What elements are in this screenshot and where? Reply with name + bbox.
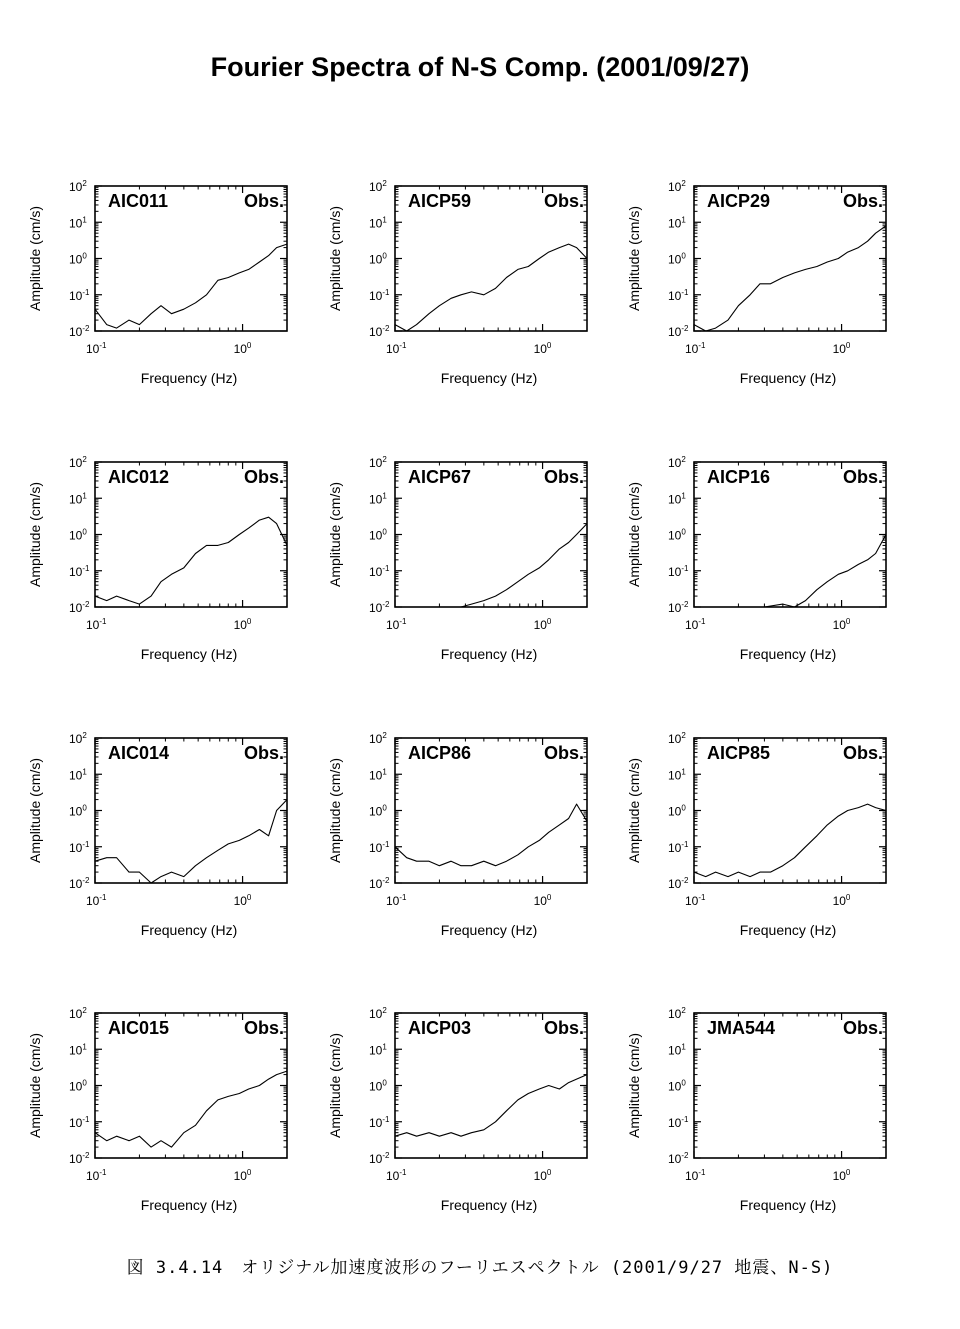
x-axis-label: Frequency (Hz) bbox=[140, 1197, 238, 1213]
y-axis-label: Amplitude (cm/s) bbox=[327, 1032, 343, 1139]
obs-label: Obs. bbox=[543, 743, 584, 763]
y-axis-label: Amplitude (cm/s) bbox=[27, 481, 43, 588]
y-tick-label: $10^{-2}$ bbox=[668, 324, 689, 339]
spectrum-line-aic014 bbox=[95, 800, 287, 883]
x-tick-label: $10^0$ bbox=[832, 893, 851, 908]
y-axis-label: Amplitude (cm/s) bbox=[626, 481, 642, 588]
y-tick-label: $10^2$ bbox=[668, 1006, 686, 1021]
spectrum-panel-aic015 bbox=[27, 1006, 287, 1213]
y-tick-label: $10^2$ bbox=[69, 1006, 87, 1021]
spectrum-line-aicp85 bbox=[694, 804, 886, 877]
x-tick-label: $10^{-1}$ bbox=[386, 1168, 407, 1183]
x-tick-label: $10^0$ bbox=[832, 1168, 851, 1183]
y-tick-label: $10^1$ bbox=[668, 215, 686, 231]
y-tick-label: $10^{-2}$ bbox=[668, 1151, 689, 1166]
obs-label: Obs. bbox=[243, 191, 284, 211]
y-tick-label: $10^0$ bbox=[69, 251, 87, 267]
x-axis-label: Frequency (Hz) bbox=[440, 1197, 538, 1213]
x-axis-label: Frequency (Hz) bbox=[739, 922, 837, 938]
y-tick-label: $10^2$ bbox=[668, 179, 686, 194]
spectrum-line-aicp67 bbox=[395, 524, 587, 607]
y-tick-label: $10^2$ bbox=[369, 179, 387, 194]
obs-label: Obs. bbox=[243, 467, 284, 487]
station-label: AICP03 bbox=[408, 1018, 472, 1038]
y-tick-label: $10^0$ bbox=[668, 251, 686, 267]
y-tick-label: $10^{-1}$ bbox=[668, 1114, 689, 1130]
y-axis-label: Amplitude (cm/s) bbox=[27, 205, 43, 312]
station-label: AIC014 bbox=[108, 743, 170, 763]
obs-label: Obs. bbox=[842, 1018, 883, 1038]
y-tick-label: $10^{-1}$ bbox=[69, 839, 90, 855]
y-axis-label: Amplitude (cm/s) bbox=[27, 757, 43, 864]
y-tick-label: $10^2$ bbox=[69, 455, 87, 470]
y-tick-label: $10^0$ bbox=[369, 527, 387, 543]
y-tick-label: $10^{-1}$ bbox=[69, 1114, 90, 1130]
y-axis-label: Amplitude (cm/s) bbox=[626, 757, 642, 864]
obs-label: Obs. bbox=[543, 1018, 584, 1038]
x-tick-label: $10^0$ bbox=[233, 617, 252, 632]
y-tick-label: $10^{-2}$ bbox=[69, 600, 90, 615]
x-tick-label: $10^0$ bbox=[233, 893, 252, 908]
y-tick-label: $10^2$ bbox=[69, 731, 87, 746]
obs-label: Obs. bbox=[243, 743, 284, 763]
y-tick-label: $10^{-2}$ bbox=[369, 876, 390, 891]
y-tick-label: $10^2$ bbox=[369, 455, 387, 470]
y-tick-label: $10^1$ bbox=[369, 1042, 387, 1058]
spectrum-panel-jma544 bbox=[626, 1006, 886, 1213]
x-tick-label: $10^{-1}$ bbox=[86, 893, 107, 908]
y-tick-label: $10^0$ bbox=[668, 527, 686, 543]
obs-label: Obs. bbox=[543, 191, 584, 211]
figure-caption: 図 3.4.14 オリジナル加速度波形のフーリエスペクトル (2001/9/27 地震、N-S) bbox=[126, 1258, 834, 1278]
spectrum-panel-aicp67 bbox=[327, 455, 587, 662]
spectrum-line-aicp59 bbox=[395, 244, 587, 331]
y-tick-label: $10^{-1}$ bbox=[369, 839, 390, 855]
obs-label: Obs. bbox=[842, 743, 883, 763]
spectrum-line-aic015 bbox=[95, 1071, 287, 1147]
x-tick-label: $10^0$ bbox=[533, 893, 552, 908]
y-tick-label: $10^1$ bbox=[369, 215, 387, 231]
x-axis-label: Frequency (Hz) bbox=[440, 646, 538, 662]
station-label: JMA544 bbox=[707, 1018, 776, 1038]
spectrum-line-aic011 bbox=[95, 244, 287, 328]
x-tick-label: $10^{-1}$ bbox=[86, 1168, 107, 1183]
y-axis-label: Amplitude (cm/s) bbox=[327, 481, 343, 588]
x-axis-label: Frequency (Hz) bbox=[440, 922, 538, 938]
x-tick-label: $10^0$ bbox=[233, 1168, 252, 1183]
y-tick-label: $10^1$ bbox=[369, 491, 387, 507]
y-tick-label: $10^0$ bbox=[69, 803, 87, 819]
y-tick-label: $10^{-2}$ bbox=[668, 876, 689, 891]
y-tick-label: $10^0$ bbox=[369, 251, 387, 267]
y-axis-label: Amplitude (cm/s) bbox=[327, 757, 343, 864]
y-tick-label: $10^2$ bbox=[369, 731, 387, 746]
x-tick-label: $10^{-1}$ bbox=[86, 617, 107, 632]
y-tick-label: $10^{-1}$ bbox=[369, 563, 390, 579]
x-axis-label: Frequency (Hz) bbox=[440, 370, 538, 386]
y-tick-label: $10^2$ bbox=[668, 455, 686, 470]
x-tick-label: $10^{-1}$ bbox=[86, 341, 107, 356]
spectrum-panel-aicp85 bbox=[626, 731, 886, 938]
x-tick-label: $10^{-1}$ bbox=[386, 341, 407, 356]
spectrum-panel-aic014 bbox=[27, 731, 287, 938]
x-axis-label: Frequency (Hz) bbox=[140, 370, 238, 386]
spectrum-line-aicp16 bbox=[764, 535, 886, 608]
y-tick-label: $10^{-2}$ bbox=[668, 600, 689, 615]
spectrum-line-aicp86 bbox=[395, 804, 587, 866]
y-tick-label: $10^{-2}$ bbox=[369, 600, 390, 615]
y-tick-label: $10^{-2}$ bbox=[69, 324, 90, 339]
x-tick-label: $10^{-1}$ bbox=[685, 1168, 706, 1183]
y-tick-label: $10^1$ bbox=[668, 1042, 686, 1058]
station-label: AICP16 bbox=[707, 467, 771, 487]
obs-label: Obs. bbox=[543, 467, 584, 487]
y-tick-label: $10^0$ bbox=[69, 527, 87, 543]
y-tick-label: $10^1$ bbox=[69, 215, 87, 231]
y-axis-label: Amplitude (cm/s) bbox=[626, 1032, 642, 1139]
station-label: AICP85 bbox=[707, 743, 771, 763]
y-tick-label: $10^{-1}$ bbox=[69, 563, 90, 579]
x-tick-label: $10^{-1}$ bbox=[386, 893, 407, 908]
x-axis-label: Frequency (Hz) bbox=[739, 370, 837, 386]
spectrum-line-aicp03 bbox=[395, 1075, 587, 1137]
x-tick-label: $10^0$ bbox=[533, 617, 552, 632]
spectrum-panel-aicp29 bbox=[626, 179, 886, 386]
y-tick-label: $10^{-2}$ bbox=[69, 876, 90, 891]
x-axis-label: Frequency (Hz) bbox=[739, 646, 837, 662]
y-tick-label: $10^{-1}$ bbox=[668, 839, 689, 855]
y-tick-label: $10^0$ bbox=[668, 1078, 686, 1094]
spectrum-panel-aicp16 bbox=[626, 455, 886, 662]
x-tick-label: $10^{-1}$ bbox=[685, 617, 706, 632]
y-tick-label: $10^2$ bbox=[369, 1006, 387, 1021]
x-tick-label: $10^0$ bbox=[832, 617, 851, 632]
y-tick-label: $10^{-1}$ bbox=[369, 1114, 390, 1130]
x-tick-label: $10^{-1}$ bbox=[386, 617, 407, 632]
y-tick-label: $10^{-1}$ bbox=[369, 287, 390, 303]
x-tick-label: $10^0$ bbox=[233, 341, 252, 356]
x-axis-label: Frequency (Hz) bbox=[739, 1197, 837, 1213]
y-tick-label: $10^1$ bbox=[668, 491, 686, 507]
y-tick-label: $10^2$ bbox=[668, 731, 686, 746]
station-label: AIC015 bbox=[108, 1018, 170, 1038]
spectrum-panel-aicp03 bbox=[327, 1006, 587, 1213]
y-tick-label: $10^2$ bbox=[69, 179, 87, 194]
y-tick-label: $10^0$ bbox=[668, 803, 686, 819]
y-axis-label: Amplitude (cm/s) bbox=[327, 205, 343, 312]
y-tick-label: $10^0$ bbox=[69, 1078, 87, 1094]
station-label: AICP86 bbox=[408, 743, 472, 763]
page-title: Fourier Spectra of N-S Comp. (2001/09/27) bbox=[210, 52, 750, 82]
x-tick-label: $10^0$ bbox=[533, 341, 552, 356]
spectrum-line-aicp29 bbox=[694, 226, 886, 331]
y-tick-label: $10^{-2}$ bbox=[69, 1151, 90, 1166]
y-tick-label: $10^1$ bbox=[69, 1042, 87, 1058]
x-axis-label: Frequency (Hz) bbox=[140, 646, 238, 662]
station-label: AIC011 bbox=[108, 191, 169, 211]
y-tick-label: $10^1$ bbox=[668, 767, 686, 783]
y-tick-label: $10^0$ bbox=[369, 1078, 387, 1094]
x-tick-label: $10^{-1}$ bbox=[685, 341, 706, 356]
obs-label: Obs. bbox=[842, 191, 883, 211]
spectrum-line-aic012 bbox=[95, 517, 287, 604]
station-label: AICP59 bbox=[408, 191, 472, 211]
y-tick-label: $10^1$ bbox=[369, 767, 387, 783]
obs-label: Obs. bbox=[842, 467, 883, 487]
y-tick-label: $10^{-2}$ bbox=[369, 324, 390, 339]
station-label: AICP67 bbox=[408, 467, 472, 487]
x-tick-label: $10^0$ bbox=[832, 341, 851, 356]
spectrum-panel-aicp59 bbox=[327, 179, 587, 386]
y-tick-label: $10^1$ bbox=[69, 767, 87, 783]
x-axis-label: Frequency (Hz) bbox=[140, 922, 238, 938]
y-tick-label: $10^{-2}$ bbox=[369, 1151, 390, 1166]
y-axis-label: Amplitude (cm/s) bbox=[27, 1032, 43, 1139]
x-tick-label: $10^0$ bbox=[533, 1168, 552, 1183]
y-tick-label: $10^0$ bbox=[369, 803, 387, 819]
spectrum-panel-aic012 bbox=[27, 455, 287, 662]
y-tick-label: $10^{-1}$ bbox=[668, 563, 689, 579]
station-label: AIC012 bbox=[108, 467, 170, 487]
y-tick-label: $10^{-1}$ bbox=[668, 287, 689, 303]
y-axis-label: Amplitude (cm/s) bbox=[626, 205, 642, 312]
x-tick-label: $10^{-1}$ bbox=[685, 893, 706, 908]
station-label: AICP29 bbox=[707, 191, 771, 211]
obs-label: Obs. bbox=[243, 1018, 284, 1038]
spectrum-panel-aicp86 bbox=[327, 731, 587, 938]
y-tick-label: $10^{-1}$ bbox=[69, 287, 90, 303]
y-tick-label: $10^1$ bbox=[69, 491, 87, 507]
spectrum-panel-aic011 bbox=[27, 179, 287, 386]
